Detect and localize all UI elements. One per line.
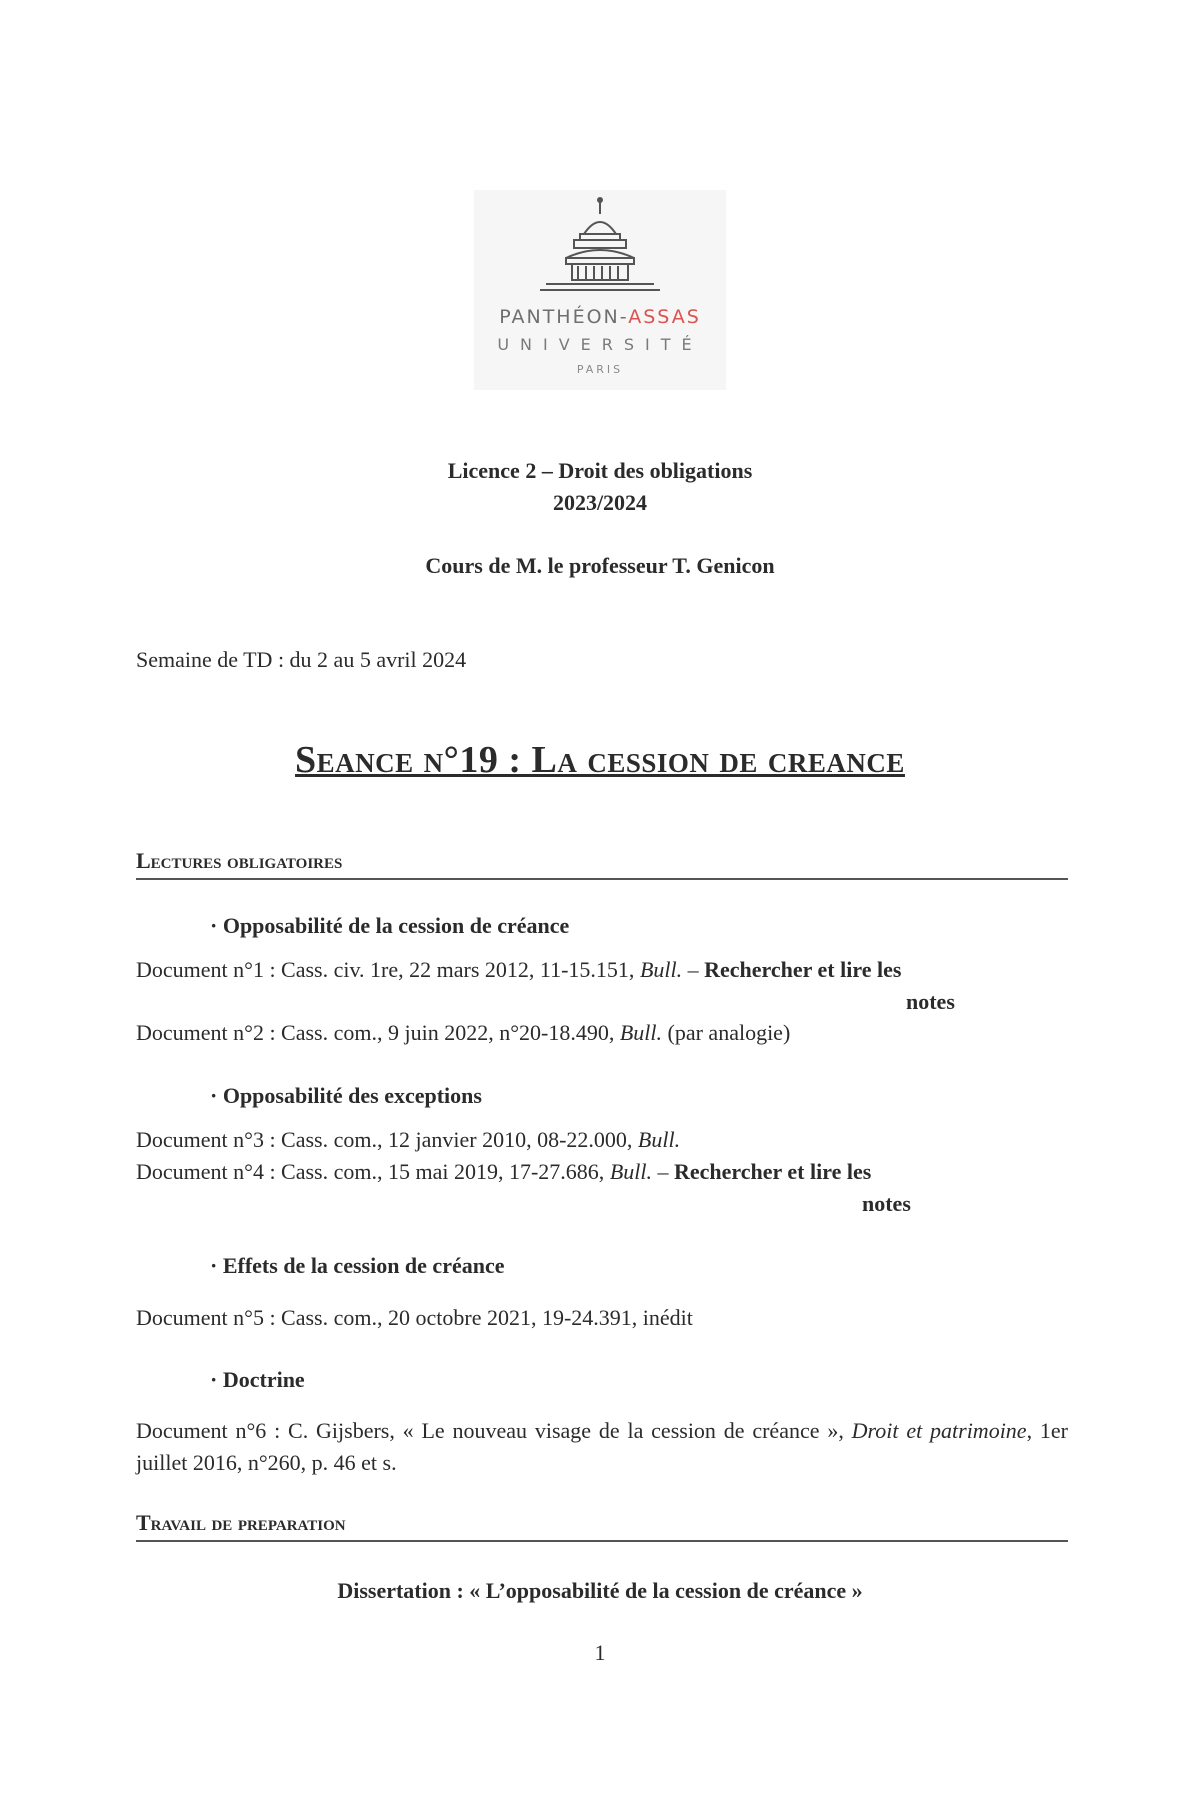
- subsection-opposabilite-cession: · Opposabilité de la cession de créance: [210, 913, 570, 938]
- section-lectures-obligatoires: Lectures obligatoires: [136, 848, 1068, 880]
- logo-university: UNIVERSITÉ: [497, 335, 703, 354]
- university-logo: [474, 190, 726, 390]
- dissertation-subject: Dissertation : « L’opposabilité de la cession de créance »: [337, 1578, 863, 1603]
- subsection-opposabilite-exceptions: · Opposabilité des exceptions: [210, 1083, 482, 1108]
- document-4: Document n°4 : Cass. com., 15 mai 2019, 17-27.686, Bull. – Rechercher et lire les: [136, 1159, 872, 1184]
- course-title: Licence 2 – Droit des obligations: [447, 458, 753, 483]
- logo-wordmark: PANTHÉON-ASSAS: [499, 306, 701, 328]
- document-3: Document n°3 : Cass. com., 12 janvier 2010, 08-22.000, Bull.: [136, 1127, 681, 1152]
- document-1-note-continued: notes: [906, 989, 955, 1014]
- td-week: Semaine de TD : du 2 au 5 avril 2024: [136, 647, 467, 672]
- professor-line: Cours de M. le professeur T. Genicon: [425, 553, 775, 578]
- session-title: Seance n°19 : La cession de creance: [295, 739, 905, 781]
- academic-year: 2023/2024: [552, 490, 648, 515]
- document-4-note-continued: notes: [862, 1191, 911, 1216]
- subsection-effets-cession: · Effets de la cession de créance: [210, 1253, 505, 1278]
- document-6: Document n°6 : C. Gijsbers, « Le nouveau visage de la cession de créance », Droit et patrimoine, 1er juillet 2016, n°260, p. 46 et s.: [136, 1418, 1068, 1475]
- logo-city: PARIS: [576, 363, 624, 376]
- page-number: 1: [594, 1640, 606, 1665]
- subsection-doctrine: · Doctrine: [210, 1367, 305, 1392]
- document-1: Document n°1 : Cass. civ. 1re, 22 mars 2012, 11-15.151, Bull. – Rechercher et lire les: [136, 957, 902, 982]
- document-2: Document n°2 : Cass. com., 9 juin 2022, n°20-18.490, Bull. (par analogie): [136, 1020, 791, 1045]
- document-5: Document n°5 : Cass. com., 20 octobre 2021, 19-24.391, inédit: [136, 1305, 693, 1330]
- pantheon-dome-icon: [474, 190, 726, 300]
- section-travail-preparation: Travail de preparation: [136, 1510, 1068, 1542]
